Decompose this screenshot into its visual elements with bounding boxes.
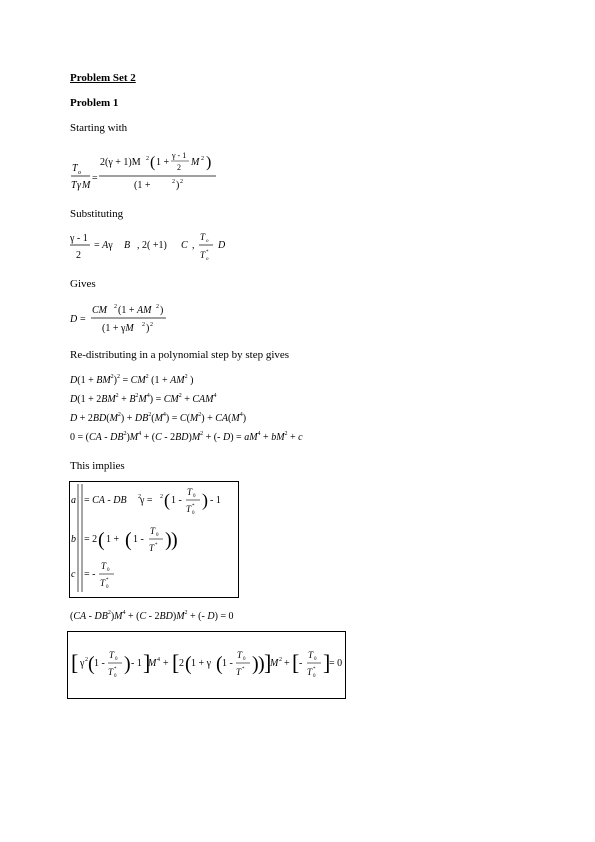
- svg-text:T: T: [308, 650, 314, 660]
- svg-text:1 +: 1 +: [156, 157, 170, 168]
- svg-text:(: (: [150, 154, 156, 171]
- equation-redistribution: [66, 369, 386, 447]
- svg-text:2: 2: [85, 657, 88, 663]
- svg-text:= 2: = 2: [84, 534, 98, 545]
- svg-text:*: *: [155, 543, 158, 548]
- svg-text:*: *: [114, 667, 117, 672]
- svg-text:): ): [160, 305, 164, 316]
- svg-text:+: +: [163, 658, 169, 669]
- svg-text:2: 2: [76, 250, 81, 261]
- svg-text:= CA - DB: = CA - DB: [84, 495, 127, 506]
- svg-text:(: (: [125, 529, 132, 551]
- svg-text:2: 2: [138, 494, 141, 500]
- svg-text:2: 2: [201, 156, 204, 162]
- svg-text:T: T: [149, 543, 155, 553]
- svg-text:1 -: 1 -: [94, 658, 105, 669]
- svg-text:2: 2: [146, 156, 149, 162]
- svg-text:T: T: [200, 250, 206, 260]
- svg-text:= Aγ: = Aγ: [94, 240, 113, 251]
- text-gives: Gives: [70, 278, 96, 290]
- svg-text:=: =: [80, 314, 86, 325]
- svg-text:(: (: [88, 653, 95, 675]
- svg-text:D(1 + BM2)2 = CM2 (1 + AM2 ): $D(1 + BM^2)^2 = CM^2$ ($1 + AM^2$ ): [70, 374, 194, 386]
- svg-text:o: o: [206, 257, 209, 262]
- svg-text:-: -: [299, 658, 303, 669]
- svg-text:1 -: 1 -: [171, 495, 182, 506]
- text-redistributing: Re-distributing in a polynomial step by step gives: [70, 349, 290, 361]
- svg-text:M: M: [191, 157, 200, 168]
- svg-text:γ - 1: γ - 1: [70, 233, 88, 244]
- svg-text:(1 + γM: (1 + γM: [102, 323, 134, 334]
- svg-text:T: T: [186, 504, 192, 514]
- svg-text:γ: γ: [80, 658, 85, 669]
- svg-text:*: *: [106, 578, 109, 583]
- svg-text:T: T: [200, 232, 206, 242]
- svg-text:a: a: [71, 495, 76, 506]
- svg-text:2: 2: [179, 658, 184, 669]
- svg-text:*: *: [192, 504, 195, 509]
- svg-text:2: 2: [160, 494, 163, 500]
- svg-text:T: T: [71, 180, 77, 191]
- svg-text:= -: = -: [84, 569, 96, 580]
- svg-text:T: T: [307, 667, 313, 677]
- svg-text:): ): [146, 323, 150, 334]
- svg-text:T: T: [187, 487, 193, 497]
- svg-text:=: =: [92, 173, 98, 184]
- svg-text:0: 0: [192, 511, 195, 516]
- svg-text:[: [: [292, 650, 300, 675]
- svg-text:): ): [258, 653, 265, 675]
- svg-text:*: *: [313, 667, 316, 672]
- svg-text:,: ,: [192, 240, 195, 251]
- svg-text:T: T: [236, 667, 242, 677]
- svg-text:): ): [202, 490, 208, 510]
- equation-substitution: [66, 228, 246, 264]
- svg-text:0: 0: [114, 674, 117, 679]
- svg-text:(: (: [98, 529, 105, 551]
- final-equation-box: [67, 631, 346, 699]
- svg-text:2: 2: [279, 657, 282, 663]
- svg-text:*: *: [206, 250, 209, 255]
- svg-text:0: 0: [106, 585, 109, 590]
- svg-text:(: (: [164, 490, 170, 510]
- svg-text:): ): [124, 653, 131, 675]
- svg-text:γ - 1: γ - 1: [172, 151, 187, 160]
- svg-text:(: (: [216, 653, 223, 675]
- svg-text:(: (: [185, 653, 192, 675]
- svg-text:o: o: [78, 170, 81, 176]
- svg-text:0 = (CA - DB2)M4 + (C - 2BD): $0 = (CA - DB^2)M^4 + (C - 2BD)M^2$ + (- $D) = aM^4 + bM^2 + c$: [70, 431, 303, 443]
- svg-text:(1 + AM: (1 + AM: [118, 305, 152, 316]
- svg-text:T: T: [100, 578, 106, 588]
- coefficients-equations: [70, 482, 238, 597]
- svg-text:[: [: [71, 650, 79, 675]
- svg-text:- 1: - 1: [131, 658, 142, 669]
- equation-quadratic: [66, 605, 326, 625]
- svg-text:0: 0: [313, 674, 316, 679]
- svg-text:- 1: - 1: [210, 495, 221, 506]
- svg-text:2(γ + 1)M: 2(γ + 1)M: [100, 157, 141, 168]
- svg-text:T: T: [109, 650, 115, 660]
- svg-text:1 -: 1 -: [133, 534, 144, 545]
- svg-text:0: 0: [193, 494, 196, 499]
- svg-text:4: 4: [157, 657, 160, 663]
- svg-text:M: M: [148, 658, 157, 669]
- svg-text:2: 2: [177, 163, 181, 172]
- svg-text:2: 2: [156, 304, 159, 310]
- svg-text:1 +: 1 +: [106, 534, 120, 545]
- svg-text:2: 2: [142, 322, 145, 328]
- svg-text:B: B: [124, 240, 131, 251]
- svg-text:0: 0: [243, 657, 246, 662]
- svg-text:): ): [176, 180, 180, 191]
- svg-text:(1 +: (1 +: [134, 180, 151, 191]
- svg-text:0: 0: [107, 568, 110, 573]
- equation-starting: [66, 143, 226, 193]
- svg-text:2: 2: [180, 179, 183, 185]
- svg-text:D: D: [70, 314, 78, 325]
- svg-text:*: *: [242, 667, 245, 672]
- svg-text:): ): [171, 529, 178, 551]
- svg-text:[: [: [172, 650, 180, 675]
- equation-gives: [66, 298, 186, 338]
- svg-text:= 0: = 0: [329, 658, 343, 669]
- svg-text:, 2( +1): , 2( +1): [137, 240, 167, 251]
- svg-text:γ =: γ =: [140, 495, 153, 506]
- text-this-implies: This implies: [70, 460, 125, 472]
- svg-text:D(1 + 2BM2 + B2M4) = CM2 + CAM: $D(1 + 2BM^2 + B^2M^4) = CM^2 + CAM^4$: [70, 393, 217, 405]
- svg-text:T: T: [72, 163, 78, 174]
- svg-text:0: 0: [156, 533, 159, 538]
- svg-text:2: 2: [150, 322, 153, 328]
- svg-text:T: T: [150, 526, 156, 536]
- svg-text:): ): [165, 529, 172, 551]
- svg-text:): ): [206, 154, 212, 171]
- svg-text:M: M: [270, 658, 279, 669]
- svg-text:]: ]: [323, 650, 331, 675]
- svg-text:b: b: [71, 534, 76, 545]
- svg-text:o: o: [206, 239, 209, 244]
- svg-text:c: c: [71, 569, 76, 580]
- svg-text:0: 0: [314, 657, 317, 662]
- text-substituting: Substituting: [70, 208, 124, 220]
- svg-text:M: M: [82, 180, 91, 191]
- svg-text:D: D: [218, 240, 226, 251]
- svg-text:C: C: [181, 240, 188, 251]
- svg-text:]: ]: [143, 650, 151, 675]
- problem-heading: Problem 1: [70, 97, 119, 109]
- document-title: Problem Set 2: [70, 72, 136, 84]
- svg-text:]: ]: [264, 650, 272, 675]
- svg-text:+: +: [284, 658, 290, 669]
- text-starting-with: Starting with: [70, 122, 128, 134]
- svg-text:1 -: 1 -: [222, 658, 233, 669]
- svg-text:2: 2: [172, 179, 175, 185]
- svg-text:T: T: [101, 561, 107, 571]
- svg-text:1 + γ: 1 + γ: [191, 658, 212, 669]
- svg-text:T: T: [237, 650, 243, 660]
- svg-text:T: T: [108, 667, 114, 677]
- svg-text:γ: γ: [77, 180, 81, 191]
- svg-text:): ): [252, 653, 259, 675]
- svg-text:D + 2BD(M2) + DB2(M4) = C(M2): $D + 2BD(M^2) + DB^2(M^4) = C(M^2) + CA(M^4)$: [70, 412, 247, 424]
- svg-text:0: 0: [115, 657, 118, 662]
- coefficients-box: [69, 481, 239, 598]
- svg-text:2: 2: [114, 304, 117, 310]
- final-equation: [68, 632, 345, 698]
- svg-text:CM: CM: [92, 305, 107, 316]
- svg-text:(CA - DB2)M4 + (C - 2BD)M2 +: $(CA - DB^2)M^4 + (C - 2BD)M^2$ + (- D) = 0: [70, 610, 234, 622]
